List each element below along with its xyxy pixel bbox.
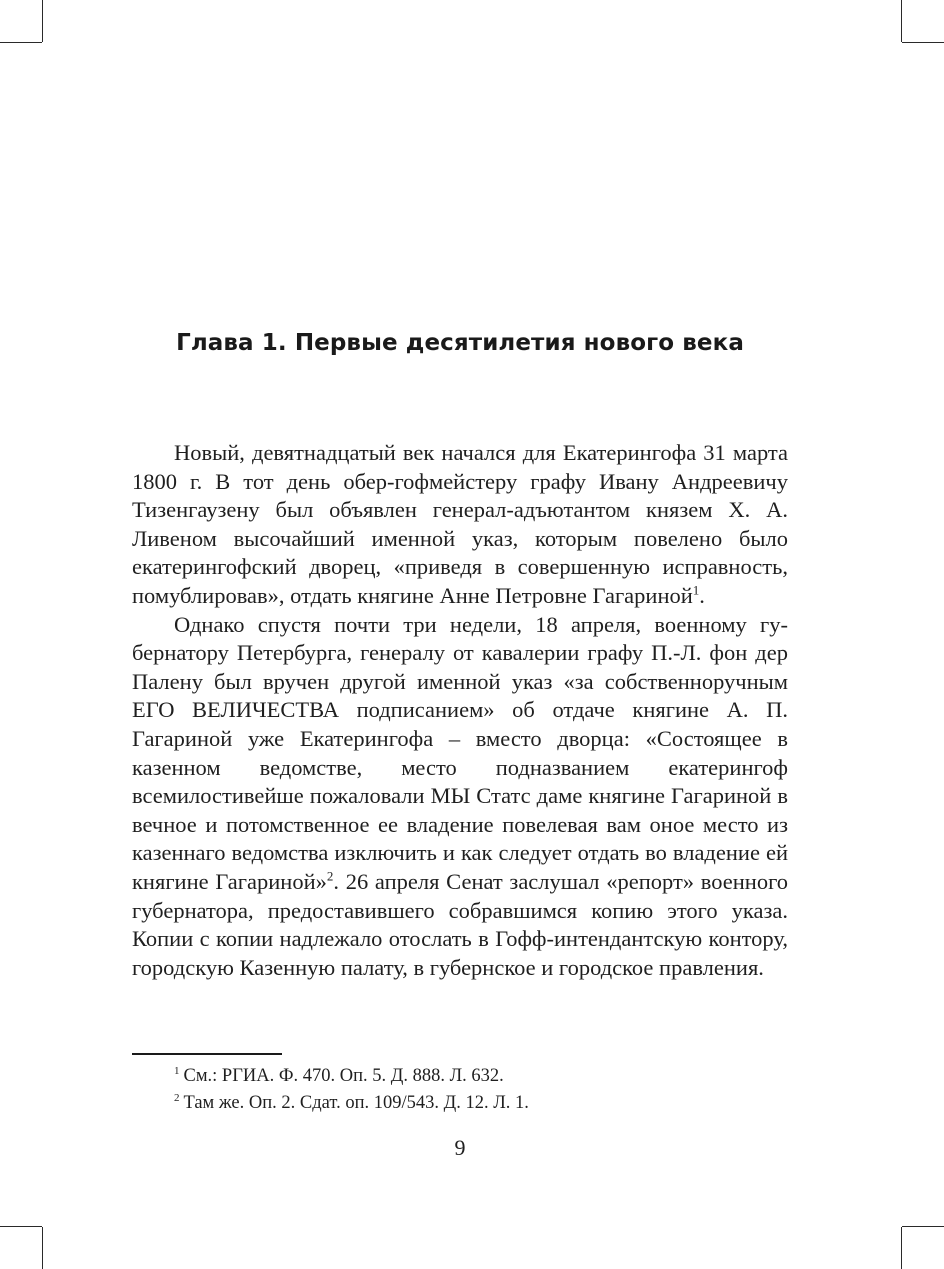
paragraph <box>132 611 788 983</box>
footnote-text: Там же. Оп. 2. Сдат. оп. 109/543. Д. 12. Л. 1. <box>183 1093 529 1113</box>
footnote <box>174 1090 788 1117</box>
footnote-number: 2 <box>174 1091 180 1104</box>
footnote-text: См.: РГИА. Ф. 470. Оп. 5. Д. 888. Л. 632. <box>183 1066 504 1086</box>
paragraph-text-tail: . 26 апреля Сенат заслушал «репорт» военного губернатора, предоставившего собравшимся копию этого указа. Копии с копии надлежало отослать в Гофф-интендантскую контору, городскую Казенную палату, в губернское и городское правления. <box>132 868 788 980</box>
body-text <box>132 439 788 982</box>
footnote-reference: 2 <box>326 868 334 884</box>
footnote-divider <box>132 1053 282 1055</box>
crop-mark-bottom-left-vertical <box>42 1227 43 1269</box>
crop-mark-top-right-vertical <box>901 0 902 42</box>
footnote-reference: 1 <box>692 582 700 598</box>
page-number: 9 <box>454 1135 466 1160</box>
crop-mark-top-right-horizontal <box>902 42 944 43</box>
footnote-number: 1 <box>174 1064 180 1077</box>
paragraph-text-tail: . <box>699 582 705 608</box>
paragraph-text: Однако спустя почти три недели, 18 апреля, военному губернатору Петербурга, генералу от кавалерии графу П.-Л. фон дер Палену был вручен другой именной указ «за собственноручным ЕГО ВЕЛИЧЕСТВА подписанием» об отдаче княгине А. П. Гагариной уже Екатерингофа – вместо дворца: «Состоящее в казенном ведомстве, место подназванием екатерингоф всемилостивейше пожаловали МЫ Статс даме княгине Гагариной в вечное и потомственное ее владение повелевая вам оное место из казеннаго ведомства изключить и как следует отдать во владение ей княгине Гагариной» <box>132 611 788 894</box>
crop-mark-top-left-vertical <box>42 0 43 42</box>
paragraph <box>132 439 788 611</box>
crop-mark-bottom-right-vertical <box>901 1227 902 1269</box>
crop-mark-bottom-right-horizontal <box>902 1226 944 1227</box>
footnote <box>174 1063 788 1090</box>
footnotes <box>174 1063 788 1117</box>
crop-mark-top-left-horizontal <box>0 42 42 43</box>
paragraph-text: Новый, девятнадцатый век начался для Екатерингофа 31 марта 1800 г. В тот день обер-гофмейстеру графу Ивану Андреевичу Тизенгаузену был объявлен генерал-адъютантом князем Х. А. Ливеном высочайший именной указ, которым повелено было екатерингофский дворец, «приведя в совершенную исправность, помублировав», отдать княгине Анне Петровне Гагариной <box>132 440 788 608</box>
chapter-title: Глава 1. Первые десятилетия нового века <box>176 330 744 356</box>
crop-mark-bottom-left-horizontal <box>0 1226 42 1227</box>
